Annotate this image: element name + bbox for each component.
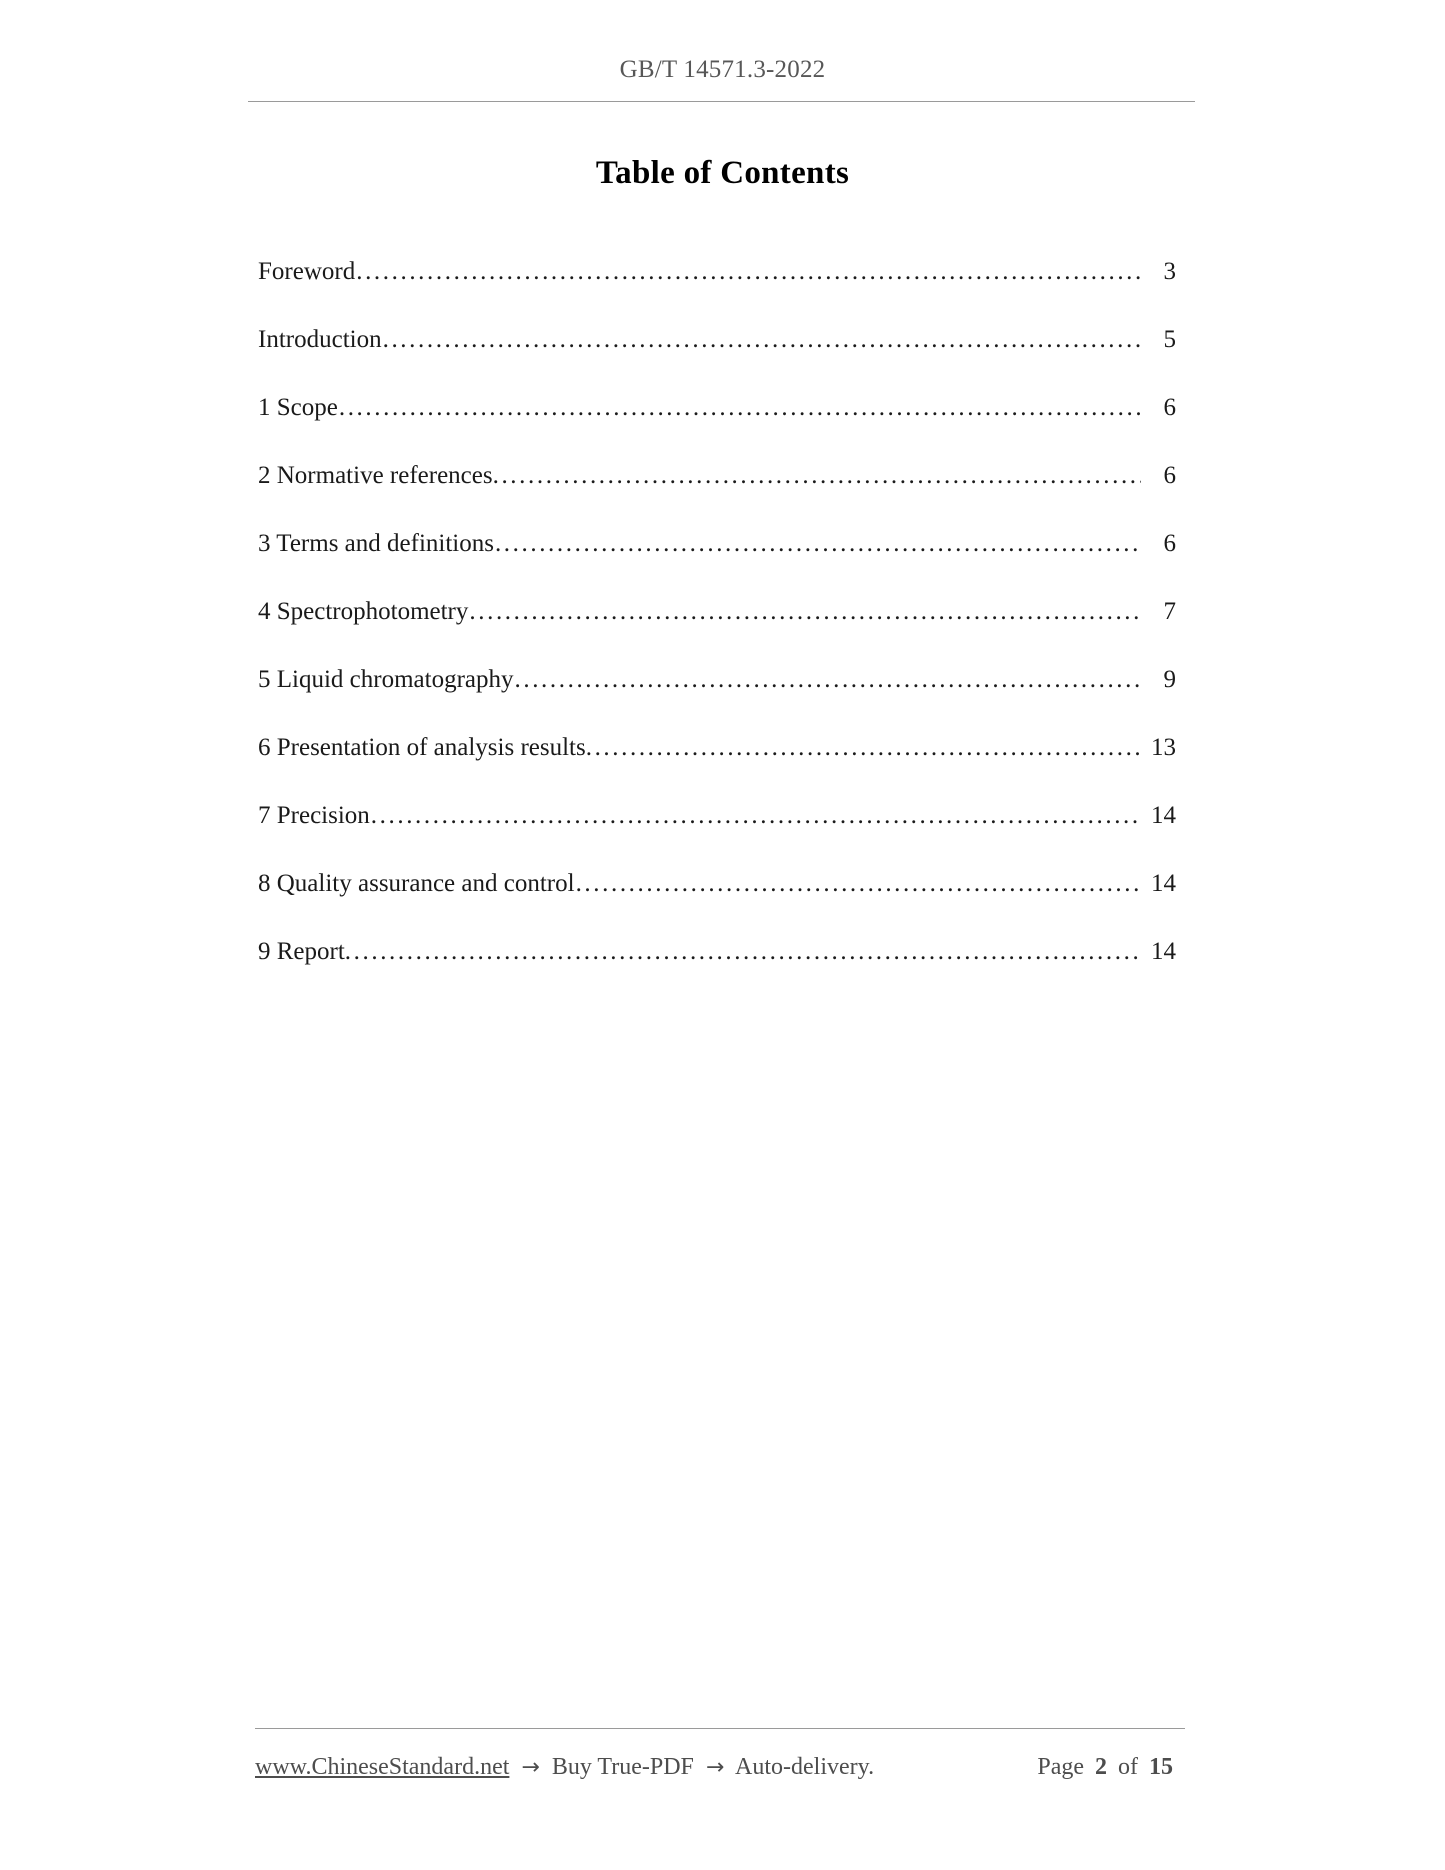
footer-action-delivery: Auto-delivery.: [735, 1754, 875, 1780]
arrow-right-icon: →: [705, 1755, 725, 1780]
footer-divider: [255, 1728, 1185, 1729]
toc-entry-label: 2 Normative references: [258, 462, 493, 489]
toc-entry-precision[interactable]: [258, 802, 1176, 870]
running-header: [0, 56, 1445, 84]
toc-entry-label: Foreword: [258, 258, 356, 285]
toc-leader-dots: [339, 394, 1141, 419]
standard-code: GB/T 14571.3-2022: [619, 56, 826, 83]
toc-entry-label: Introduction: [258, 326, 382, 353]
toc-entry-introduction[interactable]: [258, 326, 1176, 394]
toc-leader-dots: [495, 530, 1141, 555]
toc-entry-report[interactable]: [258, 938, 1176, 1006]
page-title: Table of Contents: [595, 155, 850, 191]
toc-entry-label: 8 Quality assurance and control: [258, 870, 575, 897]
toc-entry-page: 9: [1163, 666, 1176, 693]
total-page-number: 15: [1149, 1754, 1173, 1780]
table-of-contents: [258, 258, 1176, 1006]
toc-entry-page: 6: [1163, 462, 1176, 489]
toc-entry-label: 1 Scope: [258, 394, 338, 421]
toc-entry-label: 7 Precision: [258, 802, 370, 829]
toc-leader-dots: [493, 462, 1141, 487]
current-page-number: 2: [1095, 1754, 1107, 1780]
toc-entry-foreword[interactable]: [258, 258, 1176, 326]
toc-leader-dots: [356, 258, 1141, 283]
toc-entry-label: 3 Terms and definitions: [258, 530, 494, 557]
toc-leader-dots: [345, 938, 1141, 963]
footer-action-buy: Buy True-PDF: [551, 1754, 694, 1780]
toc-entry-scope[interactable]: [258, 394, 1176, 462]
toc-entry-terms-and-definitions[interactable]: [258, 530, 1176, 598]
toc-entry-page: 7: [1163, 598, 1176, 625]
toc-entry-page: 3: [1163, 258, 1176, 285]
toc-entry-page: 13: [1151, 734, 1176, 761]
arrow-right-icon: →: [521, 1755, 540, 1780]
toc-entry-page: 14: [1151, 870, 1176, 897]
of-word: of: [1118, 1754, 1138, 1780]
footer-promo: [255, 1754, 874, 1781]
page-word: Page: [1037, 1754, 1084, 1780]
toc-leader-dots: [576, 870, 1141, 895]
toc-leader-dots: [383, 326, 1141, 351]
toc-entry-page: 6: [1163, 530, 1176, 557]
toc-entry-page: 14: [1151, 802, 1176, 829]
toc-leader-dots: [515, 666, 1142, 691]
toc-entry-label: 4 Spectrophotometry: [258, 598, 469, 625]
chinese-standard-link[interactable]: www.ChineseStandard.net: [255, 1754, 510, 1780]
page-indicator: [1037, 1754, 1190, 1781]
toc-leader-dots: [469, 598, 1141, 623]
toc-leader-dots: [586, 734, 1141, 759]
header-divider: [248, 101, 1195, 102]
toc-entry-page: 14: [1151, 938, 1176, 965]
toc-entry-normative-references[interactable]: [258, 462, 1176, 530]
toc-entry-page: 6: [1163, 394, 1176, 421]
page-footer: [255, 1754, 1190, 1781]
toc-entry-liquid-chromatography[interactable]: [258, 666, 1176, 734]
toc-entry-label: 5 Liquid chromatography: [258, 666, 514, 693]
toc-entry-spectrophotometry[interactable]: [258, 598, 1176, 666]
toc-entry-presentation-of-analysis-results[interactable]: [258, 734, 1176, 802]
toc-entry-page: 5: [1163, 326, 1176, 353]
toc-entry-label: 9 Report: [258, 938, 345, 965]
toc-entry-label: 6 Presentation of analysis results: [258, 734, 586, 761]
toc-leader-dots: [371, 802, 1141, 827]
toc-entry-quality-assurance-and-control[interactable]: [258, 870, 1176, 938]
